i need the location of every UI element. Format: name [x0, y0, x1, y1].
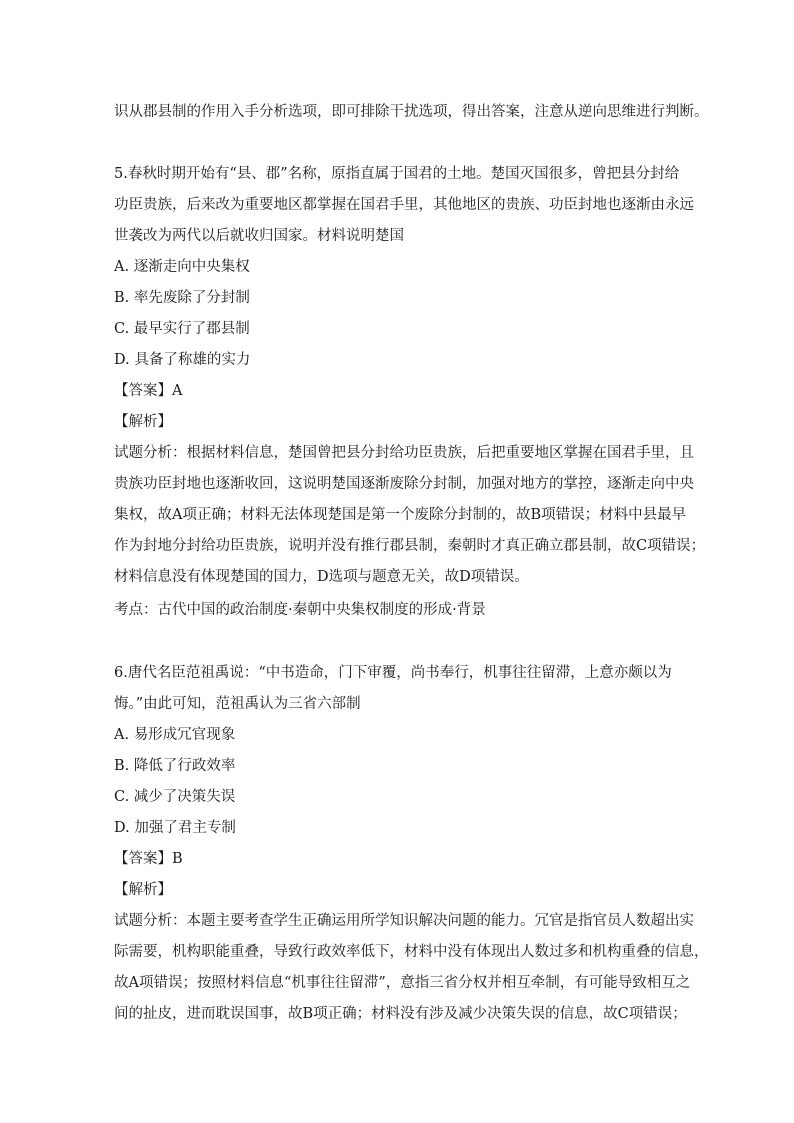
q6-stem-line: 6.唐代名臣范祖禹说：“中书造命，门下审覆，尚书奉行，机事往往留滞，上意亦颇以为	[114, 665, 672, 681]
q6-option-c: C. 减少了决策失误	[114, 789, 236, 805]
q5-analysis-line: 作为封地分封给功臣贵族，说明并没有推行郡县制，秦朝时才真正确立郡县制，故C项错误；	[114, 538, 706, 554]
q5-answer: 【答案】A	[114, 383, 183, 399]
q5-option-a: A. 逐渐走向中央集权	[114, 259, 250, 275]
q5-analysis-line: 集权，故A项正确；材料无法体现楚国是第一个废除分封制的，故B项错误；材料中县最早	[114, 507, 687, 523]
q5-analysis-line: 材料信息没有体现楚国的国力，D选项与题意无关，故D项错误。	[114, 569, 529, 585]
q5-stem-line: 功臣贵族，后来改为重要地区都掌握在国君手里，其他地区的贵族、功臣封地也逐渐由永远	[114, 197, 694, 213]
q6-analysis-line: 际需要，机构职能重叠，导致行政效率低下，材料中没有体现出人数过多和机构重叠的信息，	[114, 944, 709, 960]
q5-kaodian: 考点：古代中国的政治制度·秦朝中央集权制度的形成·背景	[114, 602, 486, 618]
q6-option-b: B. 降低了行政效率	[114, 758, 236, 774]
q6-option-d: D. 加强了君主专制	[114, 820, 236, 836]
q5-option-c: C. 最早实行了郡县制	[114, 321, 250, 337]
q5-option-d: D. 具备了称雄的实力	[114, 352, 251, 368]
q6-analysis-line: 故A项错误；按照材料信息“机事往往留滞”，意指三省分权并相互牵制，有可能导致相互之	[114, 975, 691, 991]
q5-option-b: B. 率先废除了分封制	[114, 290, 250, 306]
q5-stem-line: 5.春秋时期开始有“县、郡”名称，原指直属于国君的土地。楚国灭国很多，曾把县分封给	[114, 166, 680, 182]
q6-analysis-line: 间的扯皮，进而耽误国事，故B项正确；材料没有涉及减少决策失误的信息，故C项错误；	[114, 1006, 687, 1022]
q6-answer: 【答案】B	[114, 851, 183, 867]
q5-analysis-line: 贵族功臣封地也逐渐收回，这说明楚国逐渐废除分封制，加强对地方的掌控，逐渐走向中央	[114, 476, 694, 492]
q6-stem-line: 悔。”由此可知，范祖禹认为三省六部制	[114, 696, 361, 712]
q6-option-a: A. 易形成冗官现象	[114, 727, 236, 743]
q5-analysis-line: 试题分析：根据材料信息，楚国曾把县分封给功臣贵族，后把重要地区掌握在国君手里，且	[114, 445, 694, 461]
intro-text: 识从郡县制的作用入手分析选项，即可排除干扰选项，得出答案，注意从逆向思维进行判断。	[114, 104, 709, 120]
q5-stem-line: 世袭改为两代以后就收归国家。材料说明楚国	[114, 228, 404, 244]
q5-analysis-label: 【解析】	[114, 414, 172, 430]
q6-analysis-label: 【解析】	[114, 882, 172, 898]
q6-analysis-line: 试题分析：本题主要考查学生正确运用所学知识解决问题的能力。冗官是指官员人数超出实	[114, 913, 694, 929]
